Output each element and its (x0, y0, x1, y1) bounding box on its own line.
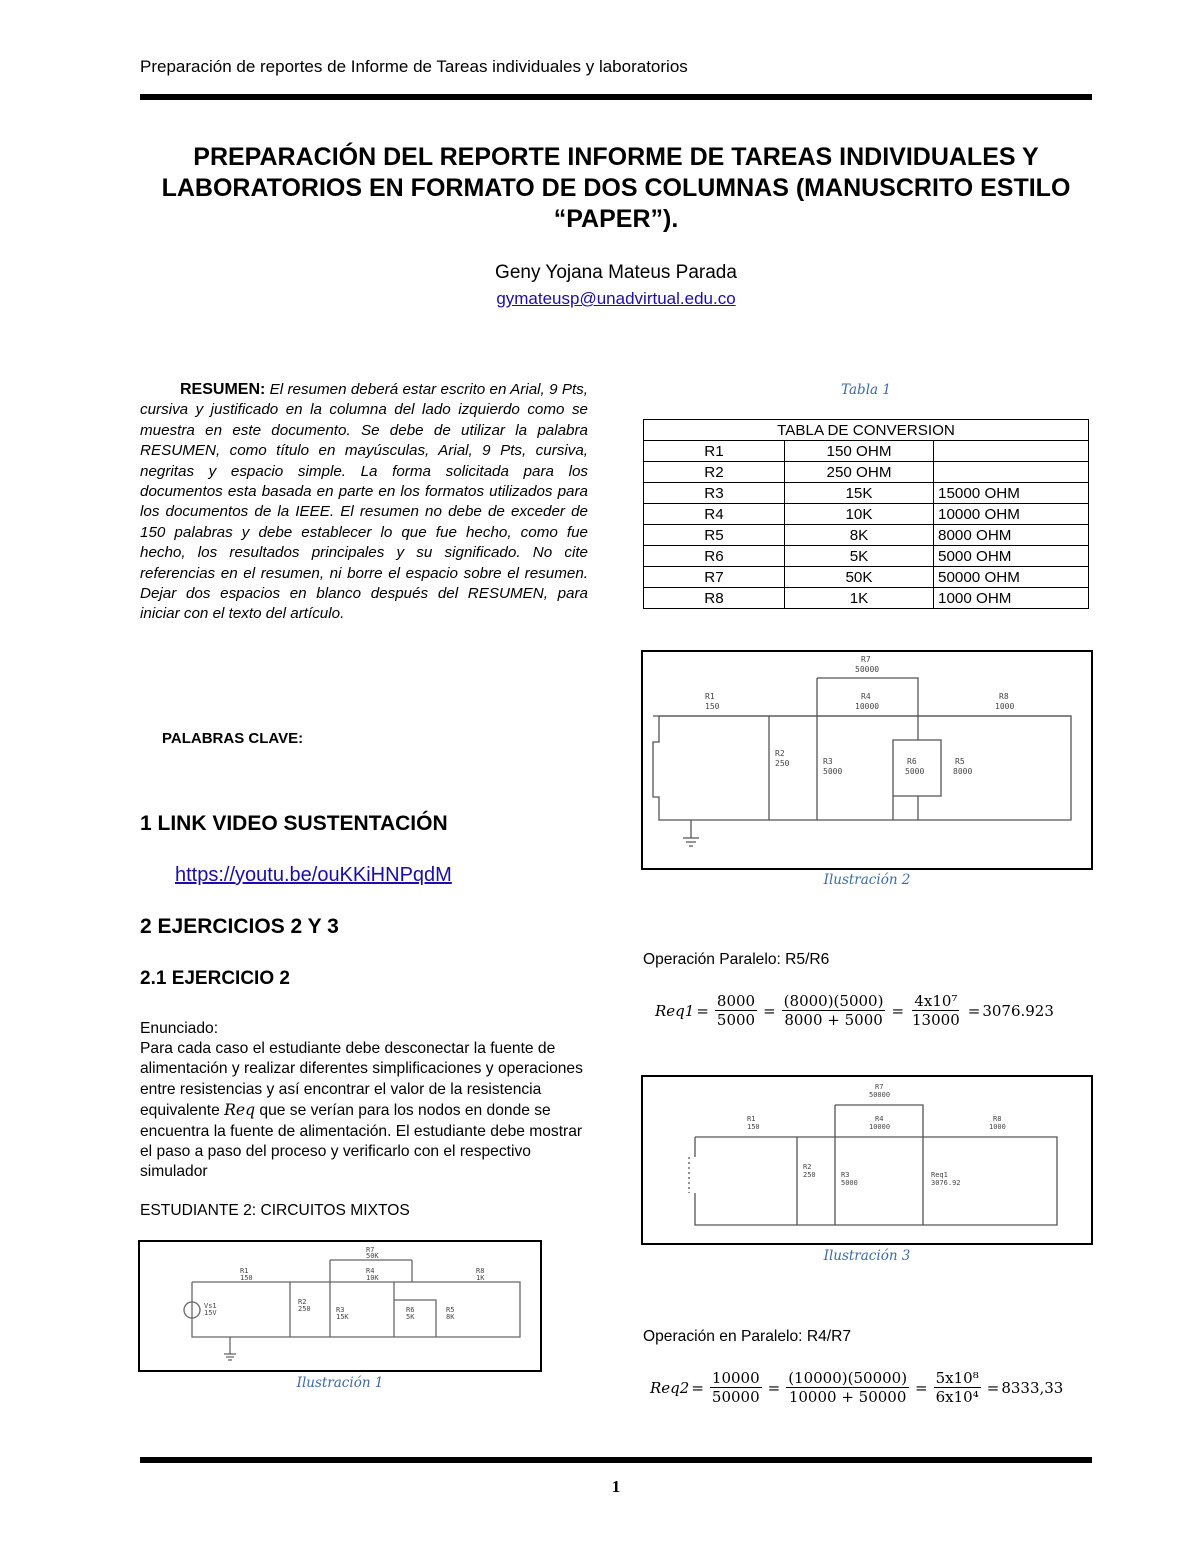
fig1-r6: R6 (406, 1306, 415, 1314)
abstract-label: RESUMEN (180, 381, 261, 398)
table-cell: 5000 OHM (934, 546, 1089, 567)
fig2-r4: R4 (861, 692, 871, 701)
fig1-r3-value: 15K (336, 1313, 349, 1321)
table-cell: R3 (644, 483, 785, 504)
fig1-r3: R3 (336, 1306, 345, 1314)
eq2-f1-numerator: 10000 (711, 1369, 760, 1387)
table-cell: R7 (644, 567, 785, 588)
keywords-label: PALABRAS CLAVE: (162, 730, 304, 747)
fig3-r2: R2 (803, 1163, 812, 1171)
enunciado-text-before: Para cada caso el estudiante debe desconectar la fuente de alimentación y realizar diferentes simplificaciones y operaciones entre resistencias y así encontrar el valor de la resistencia equivalente (140, 1040, 583, 1120)
eq2-f2-denominator: 10000 + 50000 (788, 1388, 907, 1406)
fig1-r7: R7 (366, 1246, 375, 1254)
abstract-colon: : (260, 381, 266, 398)
fig1-r2-value: 250 (298, 1305, 311, 1313)
table-cell: 10000 OHM (934, 504, 1089, 525)
equation-2: Req2 = $\frac{10000}{50000}$ = $\frac{(10000)(50000)}{10000 + 50000}$ = $\frac{\text{5x10⁸}}{\text{6x10⁴}}$ = 8333,33 (650, 1369, 1064, 1406)
eq1-name: Req1 (655, 1001, 695, 1020)
fig3-req1: Req1 (931, 1171, 948, 1179)
eq2-f1-denominator: 50000 (711, 1388, 760, 1406)
table-cell: R5 (644, 525, 785, 546)
table-cell: R2 (644, 462, 785, 483)
section-1-heading: 1 LINK VIDEO SUSTENTACIÓN (140, 812, 448, 835)
fig2-r1: R1 (705, 692, 715, 701)
table-cell (934, 462, 1089, 483)
student-label: ESTUDIANTE 2: CIRCUITOS MIXTOS (140, 1202, 410, 1219)
fig2-r8-value: 1000 (995, 702, 1015, 711)
fig3-r2-value: 250 (803, 1171, 816, 1179)
table-row (644, 483, 1089, 504)
eq2-fraction-3 (934, 1369, 981, 1406)
table-row (644, 504, 1089, 525)
fig3-r7: R7 (875, 1083, 884, 1091)
eq1-fraction-3 (910, 992, 962, 1029)
fig3-r1-value: 150 (747, 1123, 760, 1131)
fig3-r3-value: 5000 (841, 1179, 858, 1187)
circuit-3-diagram (643, 1077, 1091, 1243)
table-cell: 150 OHM (785, 441, 934, 462)
eq1-f3-numerator: 4x10⁷ (914, 992, 958, 1010)
section-2-1-heading: 2.1 EJERCICIO 2 (140, 968, 290, 989)
figure-3-caption: Ilustración 3 (823, 1248, 911, 1264)
fig2-r3-value: 5000 (823, 767, 843, 776)
eq1-result: 3076.923 (982, 1001, 1054, 1020)
eq2-f3-numerator: 5x10⁸ (935, 1369, 979, 1387)
fig1-r2: R2 (298, 1298, 307, 1306)
fig2-r5: R5 (955, 757, 965, 766)
fig1-r5: R5 (446, 1306, 455, 1314)
enunciado-label: Enunciado: (140, 1020, 219, 1037)
fig3-r3: R3 (841, 1171, 850, 1179)
table-cell: 8K (785, 525, 934, 546)
header-rule (140, 94, 1092, 100)
fig2-r3: R3 (823, 757, 833, 766)
table-row (644, 588, 1089, 609)
abstract-text: El resumen deberá estar escrito en Arial, 9 Pts, cursiva y justificado en la columna del lado izquierdo como se muestra en este documento. Se debe de utilizar la palabra RESUMEN, como título en mayúsculas, Arial, 9 Pts, cursiva, negritas y espacio simple. La forma solicitada para los documentos esta basada en parte en los formatos utilizados para los documentos de la IEEE. El resumen no debe de exceder de 150 palabras y debe establecer lo que fue hecho, como fue hecho, los resultados principales y su significado. No cite referencias en el resumen, ni borre el espacio sobre el resumen. Dejar dos espacios en blanco después del RESUMEN, para iniciar con el texto del artículo. (140, 381, 588, 623)
conversion-table (643, 419, 1089, 609)
fig1-v1: Vs1 (204, 1302, 217, 1310)
circuit-2-diagram (643, 652, 1091, 868)
figure-1 (138, 1240, 542, 1372)
table-cell: 250 OHM (785, 462, 934, 483)
fig3-r1: R1 (747, 1115, 756, 1123)
eq1-f1-denominator: 5000 (716, 1011, 756, 1029)
fig2-r7-value: 50000 (855, 665, 880, 674)
fig1-r4-value: 10K (366, 1274, 379, 1282)
abstract (140, 380, 588, 625)
fig2-r5-value: 8000 (953, 767, 973, 776)
fig1-r6-value: 5K (406, 1313, 415, 1321)
eq1-fraction-2 (782, 992, 886, 1029)
table-row (644, 462, 1089, 483)
table-row (644, 546, 1089, 567)
running-header: Preparación de reportes de Informe de Tareas individuales y laboratorios (140, 57, 688, 76)
fig2-r4-value: 10000 (855, 702, 880, 711)
fig2-r6-value: 5000 (905, 767, 925, 776)
fig1-r1-value: 150 (240, 1274, 253, 1282)
table-row (644, 441, 1089, 462)
table-cell: R6 (644, 546, 785, 567)
eq1-fraction-1 (715, 992, 757, 1029)
author-name: Geny Yojana Mateus Parada (495, 262, 737, 283)
section-2-heading: 2 EJERCICIOS 2 Y 3 (140, 915, 339, 938)
operation-2-label: Operación en Paralelo: R4/R7 (643, 1328, 852, 1345)
eq1-f1-numerator: 8000 (716, 992, 756, 1010)
fig3-r4-value: 10000 (869, 1123, 891, 1131)
table-cell: 10K (785, 504, 934, 525)
req-symbol: Req (224, 1101, 256, 1120)
footer-rule (140, 1457, 1092, 1463)
table-cell: 1K (785, 588, 934, 609)
table-cell: 15K (785, 483, 934, 504)
fig2-r7: R7 (861, 655, 871, 664)
fig2-r6: R6 (907, 757, 917, 766)
fig1-r1: R1 (240, 1267, 249, 1275)
figure-1-caption: Ilustración 1 (296, 1375, 384, 1391)
table-cell: 50000 OHM (934, 567, 1089, 588)
eq2-f3-denominator: 6x10⁴ (935, 1388, 979, 1406)
table-header-row (644, 420, 1089, 441)
fig3-r8: R8 (993, 1115, 1002, 1123)
fig2-r1-value: 150 (705, 702, 720, 711)
fig2-r2: R2 (775, 749, 785, 758)
eq2-fraction-1 (710, 1369, 762, 1406)
table-caption: Tabla 1 (841, 382, 891, 398)
eq2-result: 8333,33 (1001, 1378, 1064, 1397)
table-cell: 15000 OHM (934, 483, 1089, 504)
fig1-r4: R4 (366, 1267, 375, 1275)
eq2-f2-numerator: (10000)(50000) (788, 1369, 908, 1387)
table-cell: 50K (785, 567, 934, 588)
eq2-fraction-2 (786, 1369, 909, 1406)
eq1-f2-denominator: 8000 + 5000 (784, 1011, 883, 1029)
fig1-r8: R8 (476, 1267, 485, 1275)
table-cell: 1000 OHM (934, 588, 1089, 609)
table-cell (934, 441, 1089, 462)
table-cell: R1 (644, 441, 785, 462)
eq1-f2-numerator: (8000)(5000) (783, 992, 884, 1010)
author-email-line (140, 289, 1092, 309)
fig1-v1-value: 15V (204, 1309, 217, 1317)
enunciado-text-after: que se verían para los nodos en donde se encuentra la fuente de alimentación. El estudiante debe mostrar el paso a paso del proceso y verificarlo con el respectivo simulador (140, 1102, 583, 1181)
table-row (644, 567, 1089, 588)
eq2-name: Req2 (650, 1378, 690, 1397)
circuit-1-diagram (140, 1242, 540, 1370)
fig1-r8-value: 1K (476, 1274, 485, 1282)
video-link[interactable]: https://youtu.be/ouKKiHNPqdM (175, 864, 452, 886)
enunciado-text (140, 1039, 590, 1183)
table-cell: R4 (644, 504, 785, 525)
fig3-r7-value: 50000 (869, 1091, 891, 1099)
fig1-r5-value: 8K (446, 1313, 455, 1321)
paper-title: PREPARACIÓN DEL REPORTE INFORME DE TAREAS INDIVIDUALES Y LABORATORIOS EN FORMATO DE DOS COLUMNAS (MANUSCRITO ESTILO “PAPER”). (161, 143, 1071, 233)
page-number: 1 (611, 1477, 621, 1496)
author-email-link[interactable]: gymateusp@unadvirtual.edu.co (496, 289, 736, 308)
table-title: TABLA DE CONVERSION (644, 420, 1089, 441)
fig3-req1-value: 3076.92 (931, 1179, 961, 1187)
fig3-r4: R4 (875, 1115, 884, 1123)
equation-1: Req1 = $\frac{8000}{5000}$ = $\frac{(8000)(5000)}{8000 + 5000}$ = $\frac{\text{4x10⁷}}{13000}$ = 3076.923 (655, 992, 1054, 1029)
fig2-r2-value: 250 (775, 759, 790, 768)
figure-3 (641, 1075, 1093, 1245)
table-cell: R8 (644, 588, 785, 609)
eq1-f3-denominator: 13000 (912, 1011, 960, 1029)
fig1-r7-value: 50K (366, 1252, 379, 1260)
table-row (644, 525, 1089, 546)
figure-2-caption: Ilustración 2 (823, 872, 911, 888)
table-cell: 5K (785, 546, 934, 567)
figure-2 (641, 650, 1093, 870)
fig3-r8-value: 1000 (989, 1123, 1006, 1131)
table-cell: 8000 OHM (934, 525, 1089, 546)
fig2-r8: R8 (999, 692, 1009, 701)
operation-1-label: Operación Paralelo: R5/R6 (643, 951, 830, 968)
